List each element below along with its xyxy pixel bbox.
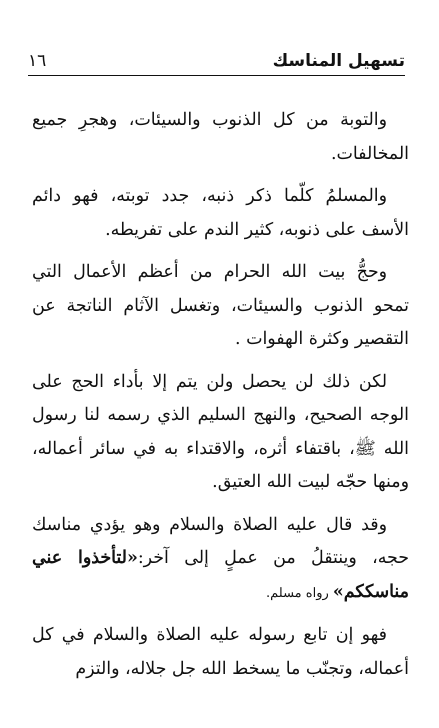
paragraph-repentance: والتوبة من كل الذنوب والسيئات، وهجرِ جميع المخالفات. (32, 110, 409, 164)
paragraph-following-prophet: فهو إن تابع رسوله عليه الصلاة والسلام في كل أعماله، وتجنّب ما يسخط الله جل جلاله، والتزم (32, 625, 409, 679)
paragraph-correct-hajj: لكن ذلك لن يحصل ولن يتم إلا بأداء الحج على الوجه الصحيح، والنهج السليم الذي رسمه لنا رسول الله ﷺ، باقتفاء أثره، والاقتداء به في سائر أعماله، ومنها حجّه لبيت الله العتيق. (32, 371, 409, 492)
paragraph-muslim-repentance: والمسلمُ كلّما ذكر ذنبه، جدد توبته، فهو دائم الأسف على ذنوبه، كثير الندم على تفريطه. (32, 186, 409, 240)
hadith-intro: وقد قال عليه الصلاة والسلام وهو يؤدي مناسك حجه، وينتقلُ من عملٍ إلى آخر: (32, 514, 409, 568)
book-title: تسهيل المناسك (272, 51, 405, 71)
page-header (28, 44, 405, 74)
paragraph-hajj-virtue: وحجُّ بيت الله الحرام من أعظم الأعمال التي تمحو الذنوب والسيئات، وتغسل الآثام الناتجة عن التقصير وكثرة الهفوات . (32, 262, 409, 349)
page-number: ١٦ (28, 51, 47, 71)
hadith-source: رواه مسلم. (266, 585, 333, 601)
header-rule (28, 75, 405, 76)
body-text (32, 104, 409, 695)
paragraph-hadith (32, 509, 409, 611)
hadith-quote: «لتأخذوا عني مناسككم» (32, 548, 409, 602)
